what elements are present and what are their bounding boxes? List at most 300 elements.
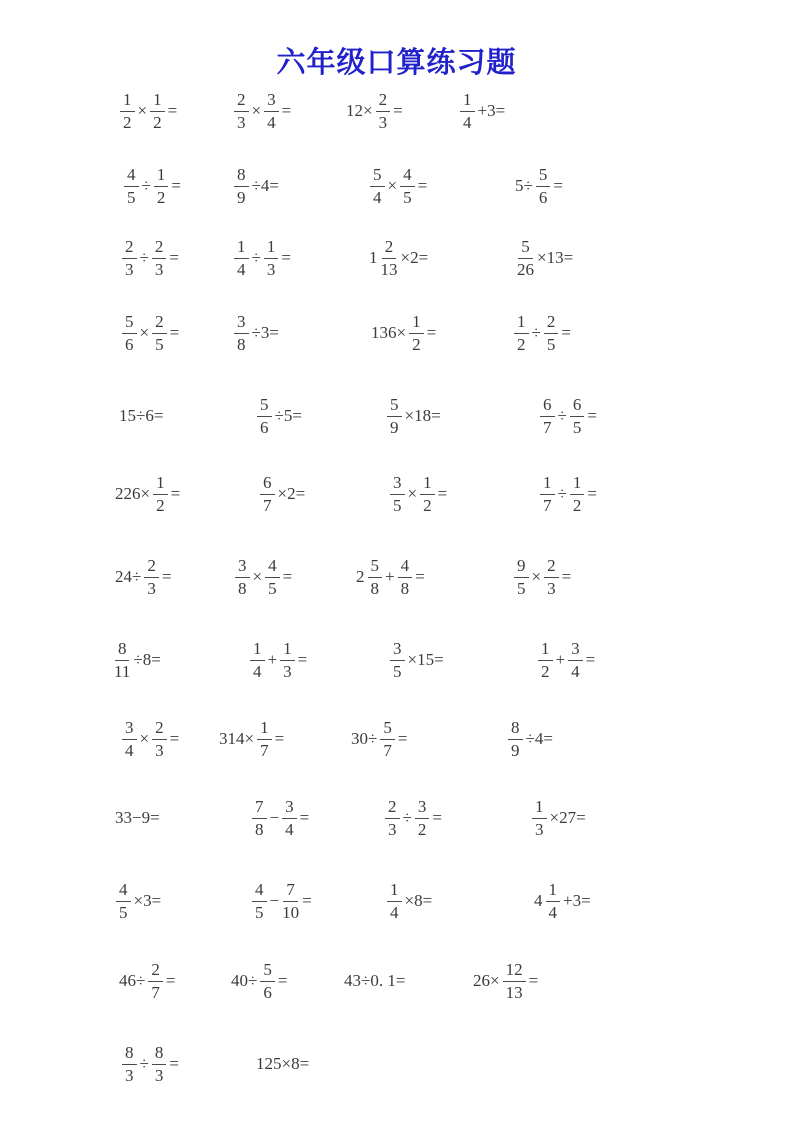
fraction-denominator: 5 [393,495,402,515]
math-text: +3= [563,891,591,910]
fraction-denominator: 26 [517,259,534,279]
fraction-denominator: 5 [155,334,164,354]
fraction [387,880,402,922]
math-problem [512,305,572,361]
math-text: ÷ [139,248,149,267]
fraction-denominator: 3 [125,1065,134,1085]
math-text: ÷3= [251,323,279,342]
math-problem [506,711,554,767]
math-text: = [169,1054,179,1073]
fraction-numerator: 2 [544,556,559,578]
math-problem [533,873,592,929]
math-text: = [299,808,310,827]
fraction-numerator: 8 [508,718,523,740]
math-text: 15÷6= [119,406,164,425]
fraction-numerator: 5 [518,237,533,259]
math-text: = [170,484,181,503]
fraction [570,395,585,437]
math-text: = [169,248,179,267]
fraction [252,797,267,839]
fraction-numerator: 4 [400,165,415,187]
math-problem [383,790,443,846]
math-text: 33−9= [115,808,160,827]
worksheet-row [0,953,793,1009]
math-text: 30÷ [351,729,378,748]
math-problem [114,873,162,929]
math-text: 226× [115,484,151,503]
fraction-numerator: 3 [282,797,297,819]
math-text: = [415,567,425,586]
math-problem [355,549,426,605]
math-problem [114,466,181,522]
fraction [235,556,250,598]
fraction-numerator: 3 [234,312,249,334]
math-problem [255,1036,310,1092]
fraction-denominator: 4 [285,819,294,839]
page-title: 六年级口算练习题 [276,47,517,79]
fraction-denominator: 4 [237,259,246,279]
math-text: × [139,729,150,748]
fraction [234,312,249,354]
fraction-denominator: 8 [400,578,410,598]
fraction [368,556,383,598]
math-problem [248,632,308,688]
math-text: = [553,176,563,195]
fraction-denominator: 3 [378,112,388,132]
math-text: = [169,729,180,748]
math-text: = [169,323,180,342]
fraction-numerator: 7 [252,797,267,819]
math-text: ×15= [407,650,444,669]
fraction [114,639,130,681]
math-text: = [281,248,291,267]
math-problem [230,953,288,1009]
fraction-denominator: 6 [125,334,134,354]
fraction-denominator: 2 [517,334,526,354]
math-text: + [555,650,566,669]
fraction [508,718,523,760]
fraction-denominator: 3 [125,259,134,279]
fraction-numerator: 8 [152,1043,167,1065]
fraction-denominator: 5 [127,187,136,207]
fraction-numerator: 1 [120,90,135,112]
fraction-denominator: 8 [238,578,247,598]
fraction [420,473,435,515]
fraction-denominator: 3 [147,578,156,598]
fraction-numerator: 6 [260,473,275,495]
fraction-denominator: 13 [505,982,523,1002]
fraction [124,165,139,207]
fraction-denominator: 7 [151,982,160,1002]
fraction-numerator: 1 [538,639,553,661]
fraction-denominator: 2 [417,819,427,839]
math-text: = [437,484,448,503]
math-text: 40÷ [231,971,258,990]
math-text: ×18= [404,406,441,425]
fraction-numerator: 1 [546,880,561,902]
fraction-numerator: 5 [370,165,385,187]
fraction [460,90,475,132]
fraction-denominator: 6 [260,417,269,437]
fraction [568,639,583,681]
fraction-denominator: 4 [253,661,262,681]
math-text: ×3= [133,891,162,910]
fraction-numerator: 7 [283,880,298,902]
fraction-numerator: 4 [116,880,131,902]
fraction [514,556,529,598]
math-problem [250,873,313,929]
math-problem [458,83,506,139]
worksheet-row [0,1036,793,1092]
math-text: ×27= [549,808,586,827]
fraction-denominator: 2 [123,112,132,132]
math-text: = [165,971,176,990]
math-text: = [397,729,408,748]
fraction-denominator: 4 [267,112,276,132]
fraction [154,165,169,207]
fraction [514,312,529,354]
math-text: × [139,323,150,342]
math-text: = [417,176,428,195]
fraction [234,237,249,279]
fraction-numerator: 6 [540,395,555,417]
math-problem [232,230,292,286]
math-text: ÷4= [251,176,279,195]
math-problem [120,711,180,767]
fraction [381,237,398,279]
fraction-numerator: 3 [390,473,405,495]
math-text: = [585,650,596,669]
math-problem [120,1036,180,1092]
fraction-denominator: 9 [511,740,520,760]
fraction-numerator: 9 [514,556,529,578]
math-text: = [393,101,403,120]
fraction-denominator: 4 [571,661,580,681]
fraction-numerator: 4 [265,556,280,578]
math-problem [232,83,292,139]
fraction-denominator: 2 [153,112,162,132]
fraction-denominator: 10 [282,902,300,922]
fraction [122,237,137,279]
fraction-numerator: 1 [532,797,547,819]
fraction-denominator: 5 [268,578,277,598]
fraction-denominator: 4 [373,187,382,207]
math-problem [538,388,598,444]
math-text: = [587,406,597,425]
fraction-numerator: 8 [115,639,130,661]
fraction-numerator: 1 [257,718,272,740]
fraction [387,395,402,437]
math-text: = [587,484,597,503]
fraction-numerator: 2 [382,237,397,259]
math-text: 46÷ [119,971,146,990]
fraction-numerator: 1 [154,165,169,187]
fraction-numerator: 1 [234,237,249,259]
fraction-numerator: 4 [124,165,139,187]
math-problem [120,230,180,286]
fraction-numerator: 2 [152,718,167,740]
fraction [152,237,167,279]
fraction-numerator: 2 [385,797,400,819]
fraction-denominator: 4 [390,902,399,922]
math-text: 43÷0. 1= [344,971,406,990]
math-text: − [269,808,280,827]
math-problem [118,388,164,444]
fraction-denominator: 5 [255,902,264,922]
math-text: = [167,101,178,120]
fraction-denominator: 8 [255,819,264,839]
fraction-numerator: 1 [514,312,529,334]
math-problem [514,158,564,214]
fraction [544,556,559,598]
fraction-denominator: 2 [156,187,166,207]
fraction [538,639,553,681]
fraction-denominator: 7 [263,495,272,515]
math-problem [233,549,293,605]
math-problem [368,230,429,286]
fraction-denominator: 6 [538,187,548,207]
fraction [122,1043,137,1085]
math-text: ÷ [251,248,261,267]
math-problem [114,790,161,846]
math-text: ÷ [141,176,151,195]
math-text: 24÷ [115,567,142,586]
fraction [536,165,551,207]
fraction [260,473,275,515]
fraction-denominator: 2 [541,661,550,681]
worksheet-row [0,711,793,767]
fraction-numerator: 3 [264,90,279,112]
fraction [376,90,391,132]
fraction-numerator: 1 [264,237,279,259]
fraction-numerator: 2 [544,312,559,334]
fraction-numerator: 5 [257,395,272,417]
math-text: = [302,891,312,910]
fraction [234,165,249,207]
math-problem [388,466,448,522]
fraction-denominator: 9 [237,187,246,207]
fraction [398,556,413,598]
fraction-denominator: 2 [412,334,421,354]
fraction-denominator: 5 [119,902,128,922]
fraction [144,556,159,598]
math-text: × [252,567,263,586]
worksheet-row [0,466,793,522]
math-problem [536,632,596,688]
fraction-numerator: 1 [280,639,295,661]
math-text: − [269,891,280,910]
math-problem [350,711,408,767]
math-problem [515,230,574,286]
fraction [120,90,135,132]
fraction-numerator: 1 [153,473,168,495]
fraction-numerator: 2 [122,237,137,259]
fraction-denominator: 11 [114,661,131,681]
worksheet-row [0,305,793,361]
math-text: = [281,101,292,120]
math-problem [232,158,280,214]
fraction [265,556,280,598]
fraction [415,797,430,839]
fraction [260,960,275,1002]
fraction-numerator: 3 [568,639,583,661]
fraction-denominator: 5 [517,578,526,598]
fraction [250,639,265,681]
math-text: = [426,323,437,342]
math-text: 2 [356,567,365,586]
math-problem [118,83,178,139]
fraction [540,395,555,437]
math-text: = [561,567,572,586]
fraction-denominator: 3 [266,259,276,279]
fraction [532,797,547,839]
math-text: + [267,650,278,669]
fraction-numerator: 5 [380,718,395,740]
worksheet-row [0,388,793,444]
fraction [282,797,297,839]
math-problem [255,388,303,444]
fraction-denominator: 3 [154,259,164,279]
fraction-numerator: 1 [420,473,435,495]
fraction-numerator: 1 [250,639,265,661]
math-problem [385,388,442,444]
fraction-denominator: 7 [543,495,552,515]
fraction-denominator: 8 [237,334,246,354]
fraction-numerator: 1 [540,473,555,495]
fraction [409,312,424,354]
math-text: × [531,567,542,586]
math-text: ÷ [557,406,567,425]
fraction-denominator: 5 [546,334,556,354]
fraction [122,718,137,760]
fraction-denominator: 3 [283,661,292,681]
worksheet-row [0,549,793,605]
fraction-numerator: 2 [152,237,167,259]
math-text: 136× [371,323,407,342]
math-text: + [385,567,395,586]
fraction-numerator: 12 [503,960,526,982]
math-text: ×2= [400,248,429,267]
fraction-denominator: 5 [572,417,582,437]
fraction-denominator: 3 [388,819,397,839]
fraction-denominator: 8 [370,578,379,598]
fraction-denominator: 2 [572,495,582,515]
math-problem [368,158,428,214]
math-text: × [407,484,418,503]
math-text: ÷5= [274,406,302,425]
fraction [264,237,279,279]
math-problem [370,305,437,361]
math-text: = [274,729,285,748]
fraction [282,880,299,922]
fraction-denominator: 3 [237,112,246,132]
fraction-numerator: 5 [387,395,402,417]
fraction-denominator: 3 [154,1065,164,1085]
fraction-numerator: 8 [234,165,249,187]
math-text: ×2= [277,484,306,503]
fraction [546,880,561,922]
math-text: ÷ [139,1054,149,1073]
math-problem [122,158,182,214]
fraction-numerator: 1 [460,90,475,112]
fraction [257,718,272,760]
fraction [264,90,279,132]
fraction-denominator: 5 [393,661,402,681]
fraction [400,165,415,207]
fraction-denominator: 7 [383,740,392,760]
math-text: 314× [219,729,255,748]
math-text: = [528,971,539,990]
worksheet-row [0,873,793,929]
math-text: 26× [473,971,500,990]
math-text: = [161,567,172,586]
math-text: × [387,176,398,195]
fraction-numerator: 4 [398,556,413,578]
fraction [116,880,131,922]
fraction-numerator: 3 [122,718,137,740]
math-text: = [561,323,571,342]
worksheet-row [0,83,793,139]
fraction-numerator: 4 [252,880,267,902]
fraction-denominator: 3 [535,819,544,839]
fraction-denominator: 3 [547,578,556,598]
fraction-numerator: 1 [387,880,402,902]
math-text: 5÷ [515,176,533,195]
fraction-denominator: 7 [260,740,269,760]
math-text: = [171,176,181,195]
fraction [517,237,534,279]
math-text: = [277,971,288,990]
fraction [150,90,165,132]
math-problem [388,632,445,688]
worksheet-row [0,230,793,286]
math-problem [258,466,306,522]
fraction-denominator: 2 [423,495,432,515]
math-text: ×8= [404,891,433,910]
fraction-numerator: 5 [536,165,551,187]
fraction-numerator: 2 [152,312,167,334]
fraction-numerator: 3 [415,797,430,819]
math-problem [538,466,598,522]
fraction [122,312,137,354]
fraction-numerator: 2 [144,556,159,578]
math-problem [385,873,433,929]
math-problem [472,953,539,1009]
math-text: ×13= [537,248,574,267]
fraction-numerator: 5 [122,312,137,334]
worksheet-row [0,632,793,688]
fraction [503,960,526,1002]
math-problem [232,305,280,361]
fraction-numerator: 5 [260,960,275,982]
worksheet-row [0,790,793,846]
fraction [152,1043,167,1085]
math-text: 12× [346,101,373,120]
math-text: × [251,101,262,120]
fraction-denominator: 9 [390,417,399,437]
fraction [370,165,385,207]
fraction-denominator: 13 [380,259,398,279]
fraction [390,473,405,515]
fraction [153,473,168,515]
fraction-numerator: 1 [409,312,424,334]
math-problem [250,790,310,846]
fraction [380,718,395,760]
fraction-denominator: 4 [463,112,472,132]
fraction-denominator: 5 [403,187,412,207]
fraction-numerator: 2 [376,90,391,112]
fraction [234,90,249,132]
